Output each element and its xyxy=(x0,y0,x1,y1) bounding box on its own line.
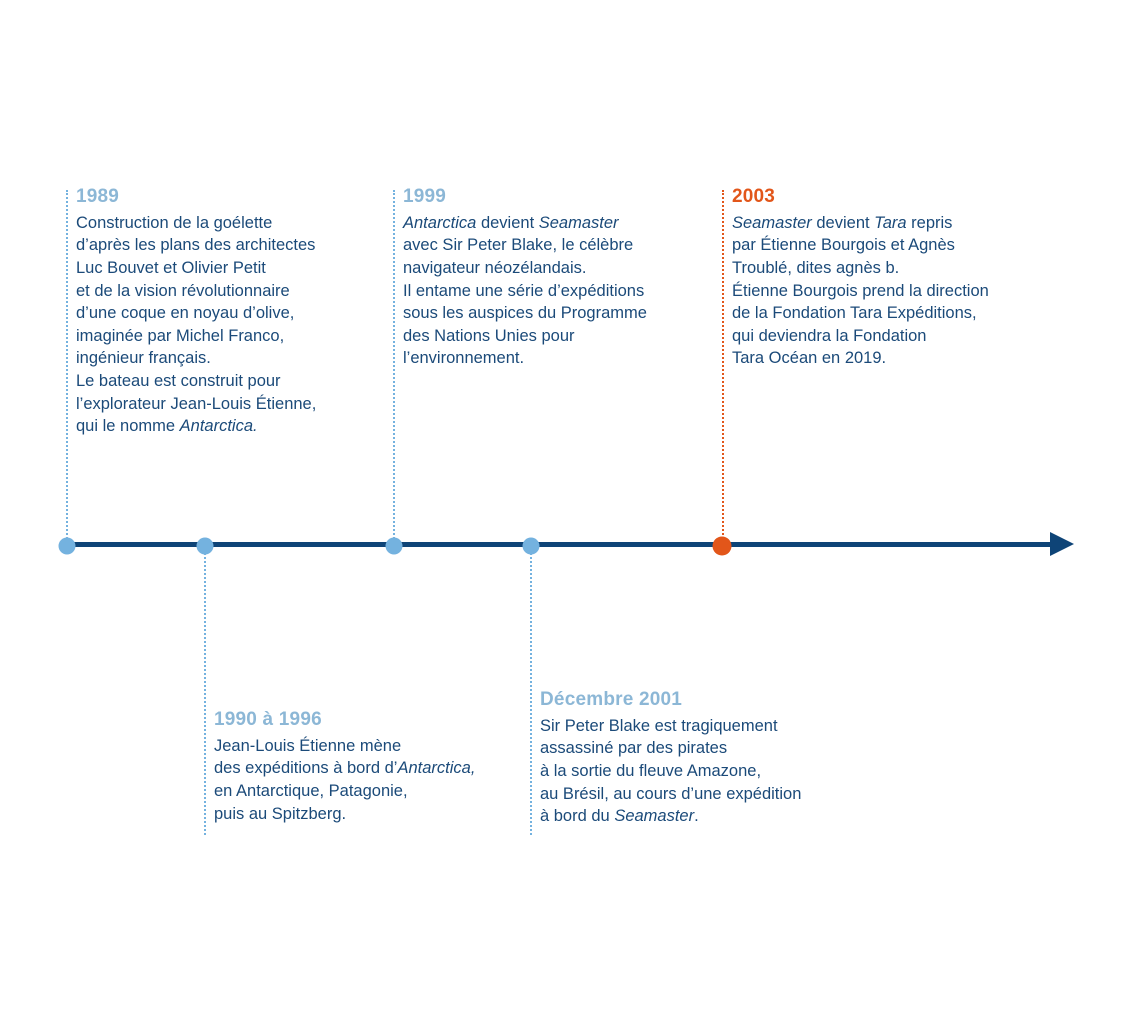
entry-year-1989: 1989 xyxy=(76,186,120,207)
entry-line-italic: Seamaster xyxy=(614,807,695,826)
entry-line: l’environnement. xyxy=(403,349,525,368)
timeline-axis-arrow-icon xyxy=(1050,532,1074,556)
entry-line-italic: Antarctica, xyxy=(397,759,476,778)
entry-body-2003 xyxy=(732,212,1032,370)
connector-1989 xyxy=(66,190,68,542)
entry-line: Tara Océan en 2019. xyxy=(732,349,887,368)
entry-line: Il entame une série d’expéditions xyxy=(403,281,645,300)
entry-line: Construction de la goélette xyxy=(76,213,273,232)
entry-line: devient xyxy=(811,213,875,232)
entry-line: devient xyxy=(476,213,539,232)
entry-line-italic: Tara xyxy=(874,213,907,232)
timeline-node-1999[interactable] xyxy=(386,538,403,555)
entry-line: à la sortie du fleuve Amazone, xyxy=(540,761,762,780)
entry-line: à bord du xyxy=(540,807,615,826)
entry-year-1999: 1999 xyxy=(403,186,447,207)
timeline-entry-1999 xyxy=(403,185,703,370)
entry-body-1990-1996 xyxy=(214,735,514,825)
connector-1999 xyxy=(393,190,395,542)
timeline-node-2003[interactable] xyxy=(713,537,732,556)
entry-line: en Antarctique, Patagonie, xyxy=(214,781,408,800)
timeline-node-1989[interactable] xyxy=(59,538,76,555)
timeline-entry-1989 xyxy=(76,185,366,438)
entry-year-1990-1996: 1990 à 1996 xyxy=(214,709,322,730)
entry-line: de la Fondation Tara Expéditions, xyxy=(732,304,977,323)
entry-line: puis au Spitzberg. xyxy=(214,804,347,823)
entry-line: Luc Bouvet et Olivier Petit xyxy=(76,258,266,277)
timeline-entry-decembre-2001 xyxy=(540,688,870,828)
timeline-entry-1990-1996 xyxy=(214,708,514,825)
entry-line: ingénieur français. xyxy=(76,349,211,368)
entry-line: imaginée par Michel Franco, xyxy=(76,326,285,345)
entry-line: au Brésil, au cours d’une expédition xyxy=(540,784,802,803)
entry-line: qui deviendra la Fondation xyxy=(732,326,927,345)
entry-line: Troublé, dites agnès b. xyxy=(732,258,900,277)
entry-line-italic: Antarctica xyxy=(403,213,477,232)
entry-line: assassiné par des pirates xyxy=(540,739,728,758)
entry-line: qui le nomme xyxy=(76,417,180,436)
entry-line: des Nations Unies pour xyxy=(403,326,575,345)
entry-line: d’une coque en noyau d’olive, xyxy=(76,304,295,323)
entry-line: sous les auspices du Programme xyxy=(403,304,647,323)
entry-line: Le bateau est construit pour xyxy=(76,371,281,390)
connector-1990-1996 xyxy=(204,545,206,835)
connector-2003 xyxy=(722,190,724,542)
entry-line: l’explorateur Jean-Louis Étienne, xyxy=(76,394,317,413)
entry-line: repris xyxy=(906,213,953,232)
timeline-node-decembre-2001[interactable] xyxy=(523,538,540,555)
entry-year-2003: 2003 xyxy=(732,186,776,207)
entry-body-decembre-2001 xyxy=(540,715,870,828)
entry-line-italic: Seamaster xyxy=(732,213,812,232)
entry-line: . xyxy=(694,807,699,826)
entry-line: navigateur néozélandais. xyxy=(403,258,587,277)
entry-year-decembre-2001: Décembre 2001 xyxy=(540,689,683,710)
connector-decembre-2001 xyxy=(530,545,532,835)
entry-line: par Étienne Bourgois et Agnès xyxy=(732,236,955,255)
entry-body-1989 xyxy=(76,212,366,438)
entry-line: des expéditions à bord d’ xyxy=(214,759,398,778)
timeline-node-1990-1996[interactable] xyxy=(197,538,214,555)
entry-line: Jean-Louis Étienne mène xyxy=(214,736,402,755)
entry-line-italic: Seamaster xyxy=(538,213,619,232)
entry-line: d’après les plans des architectes xyxy=(76,236,316,255)
entry-line: avec Sir Peter Blake, le célèbre xyxy=(403,236,634,255)
entry-line: Sir Peter Blake est tragiquement xyxy=(540,716,778,735)
entry-line: Étienne Bourgois prend la direction xyxy=(732,281,989,300)
entry-line-italic: Antarctica. xyxy=(179,417,258,436)
entry-body-1999 xyxy=(403,212,703,370)
timeline-entry-2003 xyxy=(732,185,1032,370)
entry-line: et de la vision révolutionnaire xyxy=(76,281,290,300)
